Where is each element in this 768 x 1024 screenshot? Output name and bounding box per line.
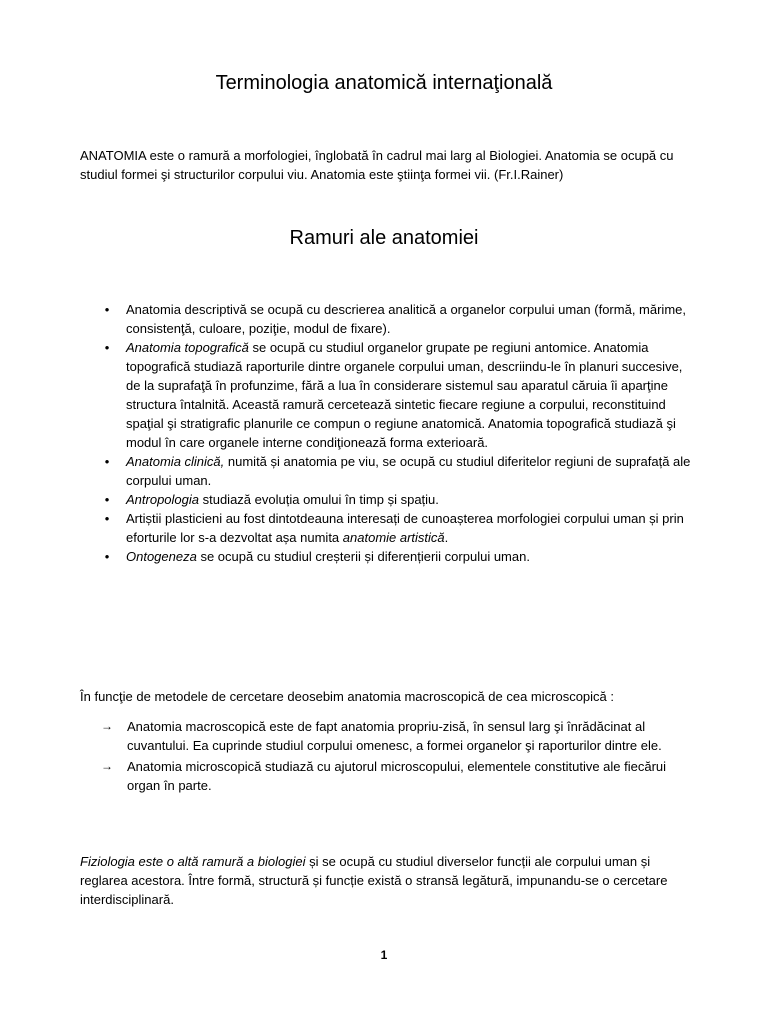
item-lead: Anatomia clinică, — [126, 454, 225, 469]
physiology-text: și se ocupă cu studiul diverselor funcții ale corpului uman și reglarea acestora. Între formă, structură și funcție există o stransă legătură, impunandu-se o cercetare interdisciplinară. — [80, 854, 668, 907]
list-item — [100, 757, 700, 795]
item-text: studiază evoluția omului în timp și spațiu. — [199, 492, 439, 507]
list-item — [100, 452, 700, 490]
item-text: Anatomia descriptivă se ocupă cu descrierea analitică a organelor corpului uman (formă, mărime, consistenţă, culoare, poziţie, modul de fixare). — [126, 302, 686, 336]
bullet-icon: • — [104, 340, 110, 355]
bullet-icon: • — [104, 302, 110, 317]
item-text: se ocupă cu studiul creșterii și diferențierii corpului uman. — [196, 549, 530, 564]
bullet-icon: • — [104, 492, 110, 507]
intro-paragraph: ANATOMIA este o ramură a morfologiei, înglobată în cadrul mai larg al Biologiei. Anatomia se ocupă cu studiul formei şi structurilor corpului viu. Anatomia este ştiinţa formei vii. (Fr.I.Rainer) — [80, 148, 674, 182]
item-text: Artiștii plasticieni au fost dintotdeauna interesați de cunoașterea morfologiei corpului uman și prin eforturile lor s-a dezvoltat așa numita — [126, 511, 684, 545]
physiology-italic: Fiziologia este o altă ramură a biologiei — [80, 854, 306, 869]
page-number: 1 — [380, 948, 388, 962]
bullet-icon: • — [104, 549, 110, 564]
item-text: Anatomia microscopică studiază cu ajutorul microscopului, elementele constitutive ale fiecărui organ în parte. — [127, 759, 667, 793]
list-item — [100, 509, 700, 547]
item-italic: anatomie artistică — [342, 530, 445, 545]
list-item — [100, 300, 700, 338]
list-item — [100, 490, 700, 509]
methods-intro: În funcţie de metodele de cercetare deosebim anatomia macroscopică de cea microscopică : — [80, 689, 615, 704]
methods-list — [100, 717, 700, 797]
item-text: Anatomia macroscopică este de fapt anatomia propriu-zisă, în sensul larg şi înrădăcinat al cuvantului. Ea cuprinde studiul corpului omenesc, a formei organelor şi raporturilor dintre ele. — [127, 719, 662, 753]
list-item — [100, 547, 700, 566]
bullet-icon: • — [104, 511, 110, 526]
item-lead: Antropologia — [126, 492, 199, 507]
bullet-icon: • — [104, 454, 110, 469]
item-text: se ocupă cu studiul organelor grupate pe regiuni antomice. Anatomia topografică studiază raporturile dintre organele corpului uman, descriindu-le în planuri succesive, de la suprafaţă în profunzime, fără a lua în considerare sistemul sau aparatul căruia îi aparţine structura întalnită. Această ramură cercetează sintetic fiecare regiune a corpului, reconstituind spaţial şi stratigrafic planurile ce compun o regiune anatomică. Anatomia topografică studiază şi modul în care organele interne condiţionează forma exterioară. — [126, 340, 683, 450]
list-item — [100, 338, 700, 452]
list-item — [100, 717, 700, 755]
branches-list — [100, 300, 700, 566]
arrow-right-icon: → — [101, 759, 113, 773]
physiology-paragraph — [80, 852, 700, 909]
item-tail: . — [444, 530, 449, 545]
item-lead: Anatomia topografică — [126, 340, 249, 355]
document-title: Terminologia anatomică internaţională — [215, 72, 553, 94]
item-lead: Ontogeneza — [126, 549, 197, 564]
section-subtitle: Ramuri ale anatomiei — [289, 227, 479, 249]
item-text: numită și anatomia pe viu, se ocupă cu studiul diferitelor regiuni de suprafață ale corpului uman. — [126, 454, 691, 488]
arrow-right-icon: → — [101, 719, 113, 733]
